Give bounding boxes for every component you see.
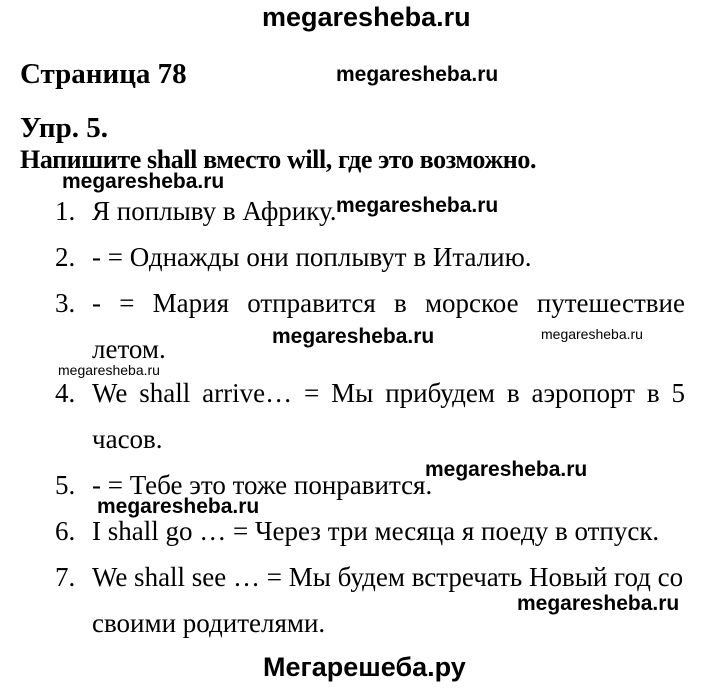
word: We (92, 378, 128, 408)
watermark: megaresheba.ru (62, 170, 225, 193)
list-item: I shall go … = Через три месяца я поеду в отпуск. (92, 516, 660, 546)
word: в (646, 378, 660, 408)
item-number: 6. (55, 516, 76, 546)
list-item-continuation: часов. (92, 424, 163, 454)
list-item: Я поплыву в Африку. (92, 196, 337, 226)
word: - (92, 288, 101, 318)
item-number: 3. (55, 288, 76, 318)
word: отправится (247, 288, 376, 318)
watermark: megaresheba.ru (517, 592, 680, 615)
item-number: 4. (55, 378, 76, 408)
word: Мы (331, 378, 374, 408)
watermark: megaresheba.ru (336, 63, 499, 86)
list-item: We shall see … = Мы будем встречать Новый год со (92, 562, 684, 592)
list-item-continuation: летом. (92, 334, 166, 364)
word: 5 (671, 378, 685, 408)
word: морское (424, 288, 519, 318)
watermark: megaresheba.ru (97, 495, 260, 518)
watermark: megaresheba.ru (58, 362, 160, 378)
task-instruction: Напишите shall вместо will, где это возможно. (20, 145, 537, 174)
item-number: 7. (55, 562, 76, 592)
word: в (506, 378, 520, 408)
list-item (92, 288, 685, 319)
word: прибудем (385, 378, 495, 408)
word: путешествие (536, 288, 685, 318)
list-item: - = Однажды они поплывут в Италию. (92, 242, 532, 272)
word: Мария (152, 288, 229, 318)
list-item (92, 378, 685, 409)
word: arrive… (202, 378, 293, 408)
watermark: megaresheba.ru (336, 194, 499, 217)
item-number: 5. (55, 470, 76, 500)
word: shall (139, 378, 191, 408)
word: в (394, 288, 407, 318)
item-number: 2. (55, 242, 76, 272)
list-item-continuation: своими родителями. (92, 608, 326, 638)
watermark: megaresheba.ru (425, 458, 588, 481)
item-number: 1. (55, 196, 76, 226)
watermark: megaresheba.ru (541, 326, 643, 342)
list-item: - = Тебе это тоже понравится. (92, 470, 433, 500)
watermark: megaresheba.ru (272, 325, 435, 348)
watermark-top: megaresheba.ru (262, 2, 471, 32)
watermark-bottom: Мегарешеба.ру (263, 652, 466, 682)
page-title: Страница 78 (20, 58, 187, 90)
word: = (119, 288, 135, 318)
word: аэропорт (531, 378, 635, 408)
word: = (303, 378, 320, 408)
exercise-title: Упр. 5. (20, 112, 108, 144)
